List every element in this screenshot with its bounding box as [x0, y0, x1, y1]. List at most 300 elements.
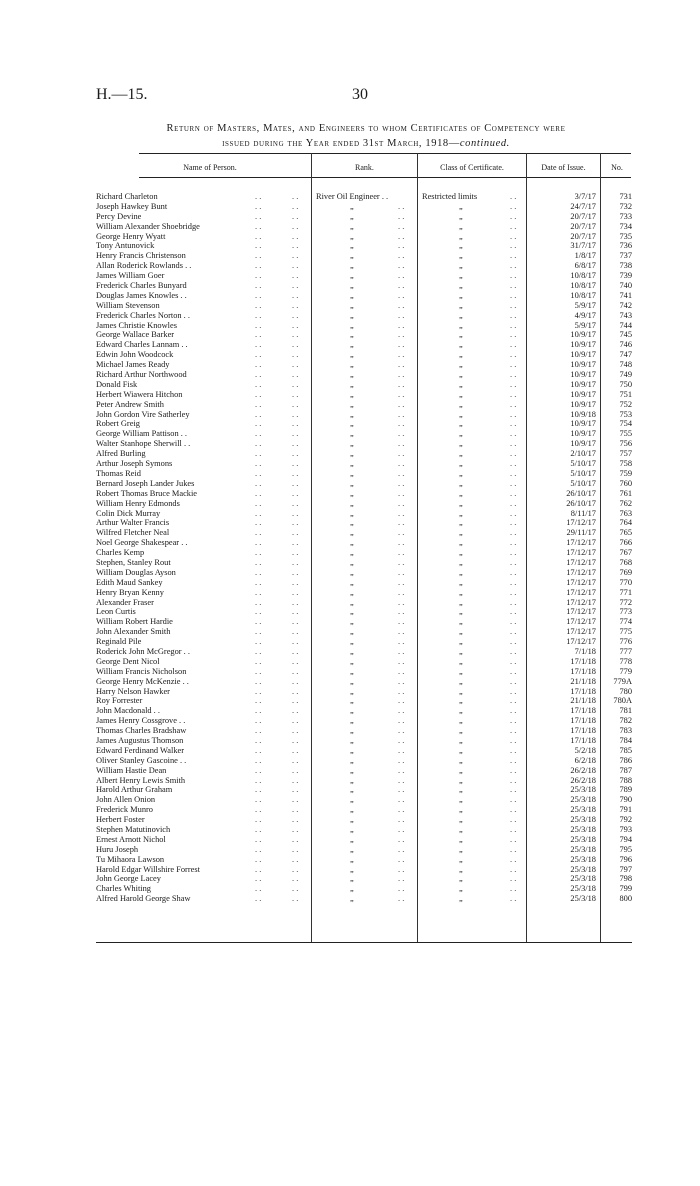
- leader-dots: . .: [510, 834, 517, 844]
- person-name: Alfred Burling: [96, 449, 146, 459]
- rank-ditto: „: [350, 834, 354, 844]
- class-ditto: „: [459, 350, 463, 360]
- table-row: [0, 538, 700, 548]
- certificate-number: 784: [619, 735, 632, 745]
- table-row: [0, 400, 700, 410]
- person-name: James William Goer: [96, 271, 165, 281]
- leader-dots: . .: [510, 548, 517, 558]
- certificate-number: 758: [619, 459, 632, 469]
- rank-ditto: „: [350, 577, 354, 587]
- table-row: [0, 509, 700, 519]
- leader-dots: . .: [510, 478, 517, 488]
- rank-ditto: „: [350, 211, 354, 221]
- rank-ditto: „: [350, 785, 354, 795]
- class-ditto: „: [459, 271, 463, 281]
- class-ditto: „: [459, 567, 463, 577]
- class-ditto: „: [459, 557, 463, 567]
- certificate-number: 763: [619, 508, 632, 518]
- issue-date: 10/9/17: [570, 350, 596, 360]
- rank-ditto: „: [350, 419, 354, 429]
- issue-date: 24/7/17: [570, 201, 596, 211]
- leader-dots: . .: [255, 379, 262, 389]
- class-ditto: „: [459, 656, 463, 666]
- certificate-number: 755: [619, 429, 632, 439]
- person-name: Arthur Walter Francis: [96, 518, 170, 528]
- class-ditto: „: [459, 745, 463, 755]
- rank-ditto: „: [350, 726, 354, 736]
- table-row: [0, 390, 700, 400]
- leader-dots: . .: [398, 478, 405, 488]
- table-row: [0, 776, 700, 786]
- issue-date: 25/3/18: [570, 785, 596, 795]
- leader-dots: . .: [398, 726, 405, 736]
- class-ditto: „: [459, 231, 463, 241]
- leader-dots: . .: [398, 567, 405, 577]
- leader-dots: . .: [398, 795, 405, 805]
- leader-dots: . .: [255, 567, 262, 577]
- certificate-number: 736: [619, 241, 632, 251]
- person-name: Thomas Charles Bradshaw: [96, 726, 187, 736]
- leader-dots: . .: [292, 864, 299, 874]
- leader-dots: . .: [398, 290, 405, 300]
- leader-dots: . .: [255, 716, 262, 726]
- leader-dots: . .: [510, 379, 517, 389]
- rank-ditto: „: [350, 716, 354, 726]
- issue-date: 10/9/17: [570, 340, 596, 350]
- leader-dots: . .: [292, 765, 299, 775]
- leader-dots: . .: [510, 459, 517, 469]
- leader-dots: . .: [292, 241, 299, 251]
- issue-date: 10/9/17: [570, 419, 596, 429]
- leader-dots: . .: [398, 300, 405, 310]
- leader-dots: . .: [255, 468, 262, 478]
- person-name: Harold Edgar Willshire Forrest: [96, 864, 200, 874]
- issue-date: 5/9/17: [574, 300, 596, 310]
- leader-dots: . .: [398, 676, 405, 686]
- class-ditto: „: [459, 528, 463, 538]
- person-name: Percy Devine: [96, 211, 142, 221]
- leader-dots: . .: [292, 666, 299, 676]
- leader-dots: . .: [398, 864, 405, 874]
- leader-dots: . .: [510, 370, 517, 380]
- leader-dots: . .: [255, 528, 262, 538]
- leader-dots: . .: [292, 884, 299, 894]
- issue-date: 25/3/18: [570, 894, 596, 904]
- certificate-number: 770: [619, 577, 632, 587]
- table-row: [0, 677, 700, 687]
- person-name: William Alexander Shoebridge: [96, 221, 200, 231]
- leader-dots: . .: [398, 320, 405, 330]
- leader-dots: . .: [255, 231, 262, 241]
- table-row: [0, 627, 700, 637]
- class-ditto: „: [459, 617, 463, 627]
- certificate-number: 772: [619, 597, 632, 607]
- leader-dots: . .: [292, 557, 299, 567]
- certificate-number: 786: [619, 755, 632, 765]
- table-row: [0, 637, 700, 647]
- rank-ditto: „: [350, 646, 354, 656]
- class-ditto: „: [459, 775, 463, 785]
- leader-dots: . .: [398, 389, 405, 399]
- table-row: [0, 241, 700, 251]
- issue-date: 5/10/17: [570, 459, 596, 469]
- leader-dots: . .: [255, 271, 262, 281]
- person-name: Stephen, Stanley Rout: [96, 557, 171, 567]
- person-name: Robert Thomas Bruce Mackie: [96, 488, 198, 498]
- leader-dots: . .: [255, 617, 262, 627]
- leader-dots: . .: [292, 330, 299, 340]
- certificate-number: 794: [619, 834, 632, 844]
- person-name: Edwin John Woodcock: [96, 350, 174, 360]
- class-ditto: „: [459, 726, 463, 736]
- certificate-number: 785: [619, 745, 632, 755]
- person-name: George Henry McKenzie . .: [96, 676, 189, 686]
- class-ditto: „: [459, 785, 463, 795]
- rank-ditto: „: [350, 320, 354, 330]
- class-ditto: „: [459, 221, 463, 231]
- leader-dots: . .: [255, 755, 262, 765]
- person-name: John Gordon Vire Satherley: [96, 409, 190, 419]
- leader-dots: . .: [510, 488, 517, 498]
- rank-ditto: „: [350, 498, 354, 508]
- rank-ditto: „: [350, 488, 354, 498]
- issue-date: 17/12/17: [566, 617, 596, 627]
- leader-dots: . .: [292, 854, 299, 864]
- leader-dots: . .: [510, 429, 517, 439]
- table-row: [0, 410, 700, 420]
- leader-dots: . .: [510, 201, 517, 211]
- leader-dots: . .: [510, 735, 517, 745]
- issue-date: 17/12/17: [566, 548, 596, 558]
- leader-dots: . .: [255, 459, 262, 469]
- leader-dots: . .: [510, 874, 517, 884]
- issue-date: 31/7/17: [570, 241, 596, 251]
- leader-dots: . .: [255, 666, 262, 676]
- leader-dots: . .: [255, 221, 262, 231]
- rank-ditto: „: [350, 360, 354, 370]
- leader-dots: . .: [292, 320, 299, 330]
- table-row: [0, 251, 700, 261]
- class-ditto: „: [459, 478, 463, 488]
- person-name: Michael James Ready: [96, 360, 170, 370]
- leader-dots: . .: [398, 627, 405, 637]
- certificate-number: 742: [619, 300, 632, 310]
- leader-dots: . .: [255, 340, 262, 350]
- leader-dots: . .: [398, 468, 405, 478]
- issue-date: 17/1/18: [570, 656, 596, 666]
- certificate-number: 743: [619, 310, 632, 320]
- leader-dots: . .: [398, 528, 405, 538]
- class-ditto: „: [459, 765, 463, 775]
- leader-dots: . .: [255, 735, 262, 745]
- issue-date: 20/7/17: [570, 221, 596, 231]
- rank-ditto: „: [350, 221, 354, 231]
- leader-dots: . .: [292, 419, 299, 429]
- person-name: Tu Mihaora Lawson: [96, 854, 165, 864]
- rank-ditto: „: [350, 370, 354, 380]
- certificate-number: 797: [619, 864, 632, 874]
- certificate-number: 789: [619, 785, 632, 795]
- class-ditto: „: [459, 815, 463, 825]
- person-name: Richard Arthur Northwood: [96, 370, 187, 380]
- certificate-number: 800: [619, 894, 632, 904]
- issue-date: 5/9/17: [574, 320, 596, 330]
- person-name: Robert Greig: [96, 419, 140, 429]
- rank-ditto: „: [350, 379, 354, 389]
- leader-dots: . .: [510, 894, 517, 904]
- rank-ditto: „: [350, 389, 354, 399]
- leader-dots: . .: [398, 429, 405, 439]
- leader-dots: . .: [292, 627, 299, 637]
- leader-dots: . .: [255, 498, 262, 508]
- rank-ditto: „: [350, 627, 354, 637]
- leader-dots: . .: [398, 459, 405, 469]
- certificate-number: 745: [619, 330, 632, 340]
- leader-dots: . .: [255, 370, 262, 380]
- certificate-number: 771: [619, 587, 632, 597]
- class-ditto: „: [459, 637, 463, 647]
- issue-date: 17/12/17: [566, 538, 596, 548]
- column-header-date: Date of Issue.: [541, 163, 586, 172]
- leader-dots: . .: [292, 894, 299, 904]
- leader-dots: . .: [398, 745, 405, 755]
- issue-date: 26/10/17: [566, 488, 596, 498]
- leader-dots: . .: [292, 370, 299, 380]
- leader-dots: . .: [292, 449, 299, 459]
- person-name: Charles Whiting: [96, 884, 151, 894]
- leader-dots: . .: [255, 795, 262, 805]
- table-row: [0, 865, 700, 875]
- issue-date: 17/12/17: [566, 518, 596, 528]
- leader-dots: . .: [292, 518, 299, 528]
- leader-dots: . .: [510, 696, 517, 706]
- header-top-rule: [139, 153, 631, 154]
- leader-dots: . .: [398, 834, 405, 844]
- leader-dots: . .: [510, 884, 517, 894]
- rank-ditto: „: [350, 330, 354, 340]
- leader-dots: . .: [510, 439, 517, 449]
- table-row: [0, 894, 700, 904]
- rank-ditto: „: [350, 696, 354, 706]
- issue-date: 10/9/17: [570, 370, 596, 380]
- table-row: [0, 785, 700, 795]
- issue-date: 2/10/17: [570, 449, 596, 459]
- leader-dots: . .: [510, 399, 517, 409]
- leader-dots: . .: [510, 745, 517, 755]
- leader-dots: . .: [292, 607, 299, 617]
- issue-date: 25/3/18: [570, 815, 596, 825]
- table-row: [0, 696, 700, 706]
- leader-dots: . .: [292, 508, 299, 518]
- rank-ditto: „: [350, 666, 354, 676]
- leader-dots: . .: [292, 577, 299, 587]
- certificate-number: 779: [619, 666, 632, 676]
- class-cell: Restricted limits: [422, 192, 478, 201]
- leader-dots: . .: [510, 726, 517, 736]
- certificate-number: 732: [619, 201, 632, 211]
- class-ditto: „: [459, 646, 463, 656]
- leader-dots: . .: [292, 379, 299, 389]
- table-row: [0, 815, 700, 825]
- certificate-number: 780: [619, 686, 632, 696]
- person-name: Alfred Harold George Shaw: [96, 894, 191, 904]
- leader-dots: . .: [255, 330, 262, 340]
- table-row: [0, 192, 700, 202]
- table-row: [0, 736, 700, 746]
- class-ditto: „: [459, 894, 463, 904]
- certificate-number: 781: [619, 706, 632, 716]
- certificate-number: 766: [619, 538, 632, 548]
- table-row: [0, 657, 700, 667]
- issue-date: 21/1/18: [570, 696, 596, 706]
- table-row: [0, 429, 700, 439]
- document-id: H.—15.: [96, 86, 148, 103]
- person-name: Stephen Matutinovich: [96, 825, 171, 834]
- leader-dots: . .: [398, 221, 405, 231]
- rank-ditto: „: [350, 607, 354, 617]
- leader-dots: . .: [292, 834, 299, 844]
- leader-dots: . .: [510, 676, 517, 686]
- table-row: [0, 855, 700, 865]
- person-name: Herbert Foster: [96, 815, 145, 825]
- class-ditto: „: [459, 676, 463, 686]
- leader-dots: . .: [292, 281, 299, 291]
- issue-date: 17/1/18: [570, 735, 596, 745]
- person-name: Noel George Shakespear . .: [96, 538, 188, 548]
- certificate-number: 735: [619, 231, 632, 241]
- leader-dots: . .: [292, 637, 299, 647]
- issue-date: 25/3/18: [570, 834, 596, 844]
- certificate-number: 734: [619, 221, 632, 231]
- certificate-number: 749: [619, 370, 632, 380]
- leader-dots: . .: [255, 745, 262, 755]
- issue-date: 20/7/17: [570, 211, 596, 221]
- certificate-number: 747: [619, 350, 632, 360]
- certificate-number: 733: [619, 211, 632, 221]
- rank-ditto: „: [350, 686, 354, 696]
- person-name: Frederick Munro: [96, 805, 153, 815]
- issue-date: 25/3/18: [570, 854, 596, 864]
- leader-dots: . .: [510, 755, 517, 765]
- table-bottom-rule: [96, 942, 632, 943]
- issue-date: 5/10/17: [570, 478, 596, 488]
- leader-dots: . .: [510, 805, 517, 815]
- leader-dots: . .: [255, 676, 262, 686]
- leader-dots: . .: [255, 557, 262, 567]
- issue-date: 17/12/17: [566, 597, 596, 607]
- person-name: John Allen Onion: [96, 795, 156, 805]
- leader-dots: . .: [398, 656, 405, 666]
- leader-dots: . .: [398, 399, 405, 409]
- leader-dots: . .: [510, 221, 517, 231]
- leader-dots: . .: [510, 656, 517, 666]
- issue-date: 25/3/18: [570, 874, 596, 884]
- person-name: Reginald Pile: [96, 637, 142, 647]
- certificate-table-body: [0, 192, 700, 904]
- class-ditto: „: [459, 419, 463, 429]
- leader-dots: . .: [292, 399, 299, 409]
- table-row: [0, 518, 700, 528]
- leader-dots: . .: [255, 587, 262, 597]
- leader-dots: . .: [292, 706, 299, 716]
- issue-date: 21/1/18: [570, 676, 596, 686]
- person-name: James Christie Knowles: [96, 320, 177, 330]
- leader-dots: . .: [255, 607, 262, 617]
- issue-date: 7/1/18: [574, 646, 596, 656]
- leader-dots: . .: [292, 290, 299, 300]
- leader-dots: . .: [255, 765, 262, 775]
- rank-ditto: „: [350, 310, 354, 320]
- leader-dots: . .: [292, 735, 299, 745]
- leader-dots: . .: [398, 854, 405, 864]
- leader-dots: . .: [510, 587, 517, 597]
- person-name: Frederick Charles Norton . .: [96, 310, 190, 320]
- issue-date: 29/11/17: [566, 528, 596, 538]
- issue-date: 6/2/18: [574, 755, 596, 765]
- leader-dots: . .: [292, 478, 299, 488]
- person-name: Allan Roderick Rowlands . .: [96, 261, 192, 271]
- certificate-number: 753: [619, 409, 632, 419]
- leader-dots: . .: [292, 686, 299, 696]
- leader-dots: . .: [398, 646, 405, 656]
- issue-date: 6/8/17: [574, 261, 596, 271]
- leader-dots: . .: [510, 192, 517, 201]
- issue-date: 26/10/17: [566, 498, 596, 508]
- class-ditto: „: [459, 587, 463, 597]
- leader-dots: . .: [292, 548, 299, 558]
- leader-dots: . .: [398, 894, 405, 904]
- leader-dots: . .: [255, 439, 262, 449]
- certificate-number: 746: [619, 340, 632, 350]
- leader-dots: . .: [292, 775, 299, 785]
- table-row: [0, 439, 700, 449]
- leader-dots: . .: [398, 765, 405, 775]
- leader-dots: . .: [255, 360, 262, 370]
- leader-dots: . .: [292, 617, 299, 627]
- leader-dots: . .: [255, 261, 262, 271]
- person-name: Roderick John McGregor . .: [96, 646, 190, 656]
- table-row: [0, 528, 700, 538]
- table-row: [0, 499, 700, 509]
- leader-dots: . .: [398, 597, 405, 607]
- person-name: Ernest Arnott Nichol: [96, 834, 166, 844]
- issue-date: 17/1/18: [570, 666, 596, 676]
- leader-dots: . .: [510, 528, 517, 538]
- issue-date: 1/8/17: [574, 251, 596, 261]
- leader-dots: . .: [398, 488, 405, 498]
- person-name: Wilfred Fletcher Neal: [96, 528, 170, 538]
- table-row: [0, 687, 700, 697]
- class-ditto: „: [459, 449, 463, 459]
- page-number: 30: [352, 86, 368, 103]
- leader-dots: . .: [255, 548, 262, 558]
- person-name: Harry Nelson Hawker: [96, 686, 170, 696]
- certificate-number: 751: [619, 389, 632, 399]
- class-ditto: „: [459, 686, 463, 696]
- table-row: [0, 261, 700, 271]
- certificate-number: 776: [619, 637, 632, 647]
- leader-dots: . .: [510, 627, 517, 637]
- leader-dots: . .: [255, 696, 262, 706]
- issue-date: 25/3/18: [570, 805, 596, 815]
- certificate-number: 778: [619, 656, 632, 666]
- person-name: Joseph Hawkey Bunt: [96, 201, 168, 211]
- rank-ditto: „: [350, 518, 354, 528]
- leader-dots: . .: [292, 567, 299, 577]
- leader-dots: . .: [510, 389, 517, 399]
- class-ditto: „: [459, 548, 463, 558]
- class-ditto: „: [459, 508, 463, 518]
